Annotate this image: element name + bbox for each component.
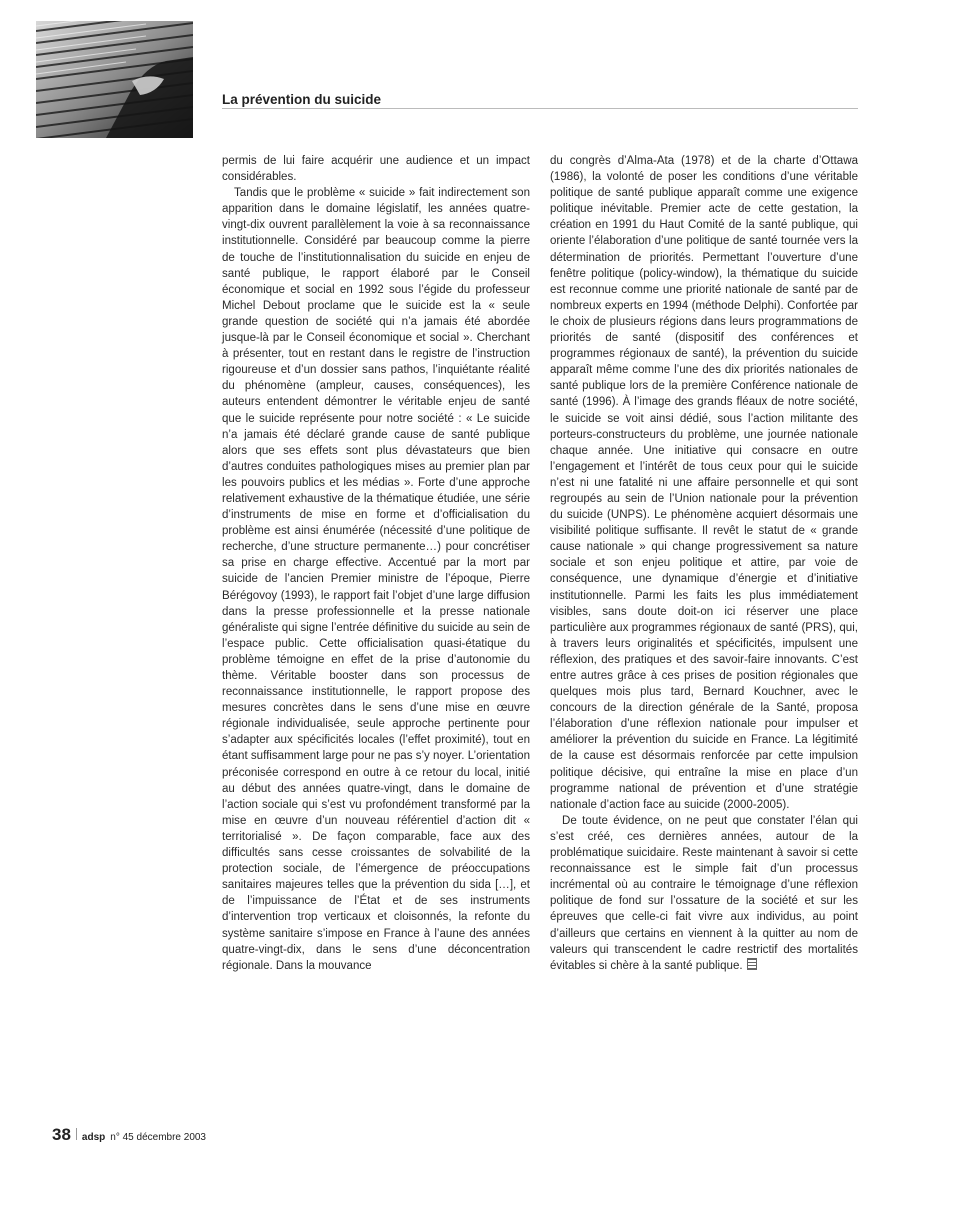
end-of-article-icon	[747, 958, 757, 970]
page-footer	[52, 1125, 206, 1145]
blinds-photo-image	[36, 21, 193, 138]
header-rule	[222, 108, 858, 109]
section-title: La prévention du suicide	[222, 92, 382, 107]
left-column	[222, 153, 530, 974]
header-photo	[36, 21, 193, 138]
right-column	[550, 153, 858, 974]
paragraph	[550, 813, 858, 974]
paragraph: permis de lui faire acquérir une audience et un impact considérables.	[222, 155, 530, 184]
magazine-name: adsp	[81, 1132, 106, 1143]
paragraph: Tandis que le problème « suicide » fait indirectement son apparition dans le domaine législatif, les années quatre-vingt-dix ouvrent parallèlement la voie à sa reconnaissance institutionnelle. Considéré par beaucoup comme la pierre de touche de l’institutionnalisation du suicide en enjeu de santé publique, le rapport élaboré par le Conseil économique et social en 1992 sous l’égide du professeur Michel Debout proclame que le suicide est la « seule grande question de société qui n’a jamais été abordée jusque-là par le Conseil économique et social ». Cherchant à présenter, tout en restant dans le registre de l’instruction rigoureuse et d’un dossier sans pathos, l’inquiétante réalité du phénomène (ampleur, causes, conséquences), les auteurs entendent démontrer le véritable enjeu de santé que le suicide représente pour notre société : « Le suicide n’a jamais été déclaré grande cause de santé publique alors que ses effets sont plus dévastateurs que bien d’autres conduites pathologiques mises au premier plan par les pouvoirs publics et les médias ». Forte d’une approche relativement exhaustive de la thématique étudiée, une série d’instruments de mise en forme et d’officialisation du problème est ainsi énumérée (nécessité d’une politique de recherche, d’une structure permanente…) pour concrétiser sa prise en charge effective. Accentué par la mort par suicide de l’ancien Premier ministre de l’époque, Pierre Bérégovoy (1993), le rapport fait l’objet d’une large diffusion dans la presse professionnelle et la presse nationale généraliste qui signe l’entrée définitive du suicide au sein de l’espace public. Cette officialisation quasi-étatique du problème témoigne en effet de la prise d’autonomie du thème. Véritable booster dans son processus de reconnaissance institutionnelle, le rapport propose des mesures concrètes dans le sens d’une mise en œuvre régionale individualisée, seule approche pertinente pour s’adapter aux spécificités locales (l’effet proximité), tout en étant suffisamment large pour ne pas s’y noyer. L’orientation préconisée correspond en outre à ce retour du local, initié au début des années quatre-vingt, dans le domaine de l’action sociale qui s’est vu profondément transformé par la mise en œuvre d’un nouveau référentiel d’action dit « territorialisé ». De façon comparable, face aux des difficultés sans cesse croissantes de solvabilité de la protection sociale, de l’émergence de préoccupations sanitaires majeures telles que la prévention du sida […], et de l’impuissance de l’État et de ses instruments d’intervention trop verticaux et cloisonnés, la refonte du système sanitaire s’impose en France à l’aune des années quatre-vingt-dix, dans le sens d’une déconcentration régionale. Dans la mouvance	[222, 187, 530, 972]
paragraph-text: De toute évidence, on ne peut que constater l’élan qui s’est créé, ces dernières années, autour de la problématique suicidaire. Reste maintenant à savoir si cette reconnaissance est le simple fait d’un processus incrémental où au contraire le témoignage d’une réflexion politique de fond sur l’ossature de la société et sur les épreuves que celle-ci fait vivre aux individus, au point d’ailleurs que certains en viennent à la quitter au nom de valeurs qui transcendent le cadre restrictif des mortalités évitables si chère à la santé publique.	[550, 814, 858, 972]
paragraph: du congrès d’Alma-Ata (1978) et de la charte d’Ottawa (1986), la volonté de poser les conditions d’une véritable politique de santé publique apparaît comme une exigence politique inévitable. Premier acte de cette gestation, la création en 1991 du Haut Comité de la santé publique, qui oriente l’élaboration d’une politique de santé tournée vers la détermination de priorités. Permettant l’ouverture d’une fenêtre politique (policy-window), la thématique du suicide est reconnue comme une priorité nationale de santé par de nombreux experts en 1994 (méthode Delphi). Confortée par le choix de plusieurs régions dans leurs programmations de priorités de santé (dispositif des conférences et programmes régionaux de santé), la prévention du suicide apparaît même comme l’une des dix priorités nationales de santé publique lors de la première Conférence nationale de santé (1996). À l’image des grands fléaux de notre société, le suicide se voit ainsi dédié, sous l’action militante des porteurs-constructeurs du problème, une journée nationale chaque année. Une initiative qui consacre en outre l’engagement et l’intérêt de tous ceux pour qui le suicide n’est ni une fatalité ni une affaire personnelle et qui sont regroupés au sein de l’Union nationale pour la prévention du suicide (UNPS). Le phénomène acquiert désormais une visibilité politique suffisante. Il revêt le statut de « grande cause nationale » qui change progressivement sa nature sociale et son enjeu politique et attire, par voie de conséquence, une dynamique d’énergie et d’initiative institutionnelle. Parmi les faits les plus immédiatement visibles, sans doute doit-on ici réserver une place particulière aux programmes régionaux de santé (PRS), qui, à travers leurs originalités et spécificités, impulsent une réflexion, des pratiques et des savoir-faire innovants. C’est entre autres grâce à ces prises de position régionales que quelques mois plus tard, Bernard Kouchner, avec le concours de la direction générale de la Santé, proposa l’élaboration d’une réflexion nationale pour impulser et améliorer la prévention du suicide en France. La légitimité de la cause est désormais renforcée par cette impulsion politique décisive, qui entraîne la mise en place d’un programme national de prévention et d’une stratégie nationale d’action face au suicide (2000-2005).	[550, 155, 858, 811]
footer-divider	[76, 1128, 77, 1140]
issue-info: n° 45 décembre 2003	[110, 1132, 206, 1143]
page-number: 38	[52, 1125, 71, 1144]
